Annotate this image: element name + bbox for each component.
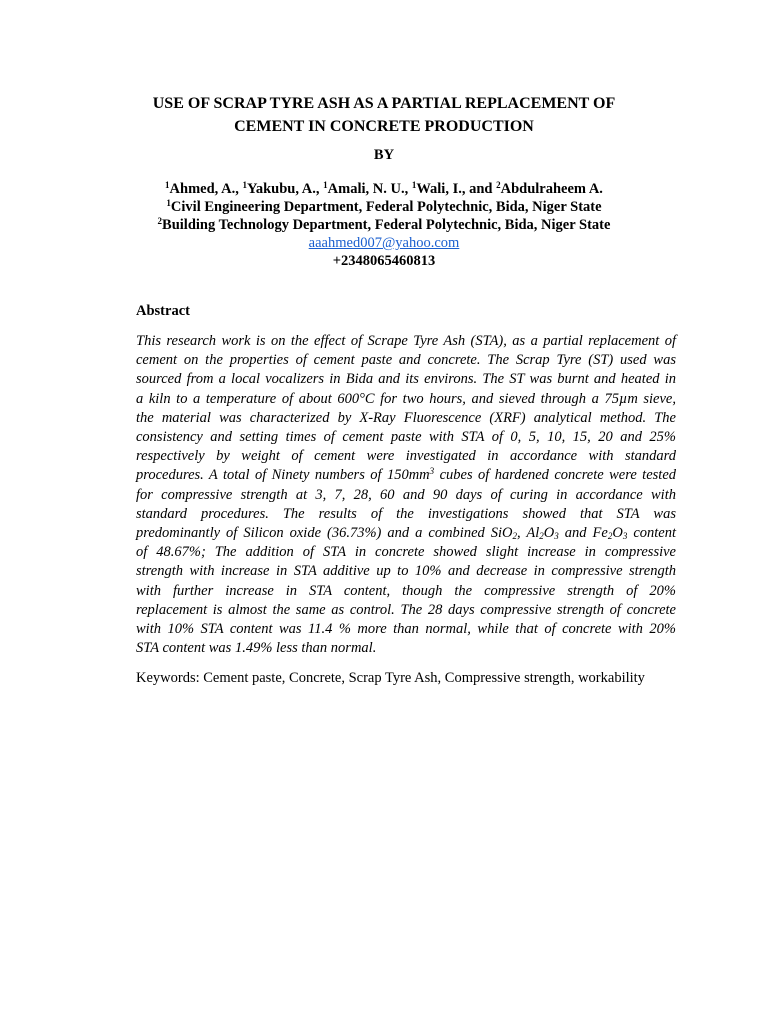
abstract-line: of 48.67%; The addition of STA in concrete showed slight increase in compressive (136, 544, 676, 561)
author-name: Wali, I., and (416, 181, 497, 197)
abstract-line: sourced from a local vocalizers in Bida and its environs. The ST was burnt and heated in (136, 371, 676, 388)
abstract-line: strength with increase in STA additive up to 10% and decrease in compressive strength (136, 563, 676, 580)
author-name: Abdulraheem A. (500, 181, 603, 197)
superscript: 3 (429, 466, 435, 477)
title-line-2: CEMENT IN CONCRETE PRODUCTION (234, 118, 534, 135)
abstract-line (136, 466, 676, 485)
abstract-text: cubes of hardened concrete were tested (434, 467, 677, 484)
abstract-text: procedures. A total of Ninety numbers of 150mm (136, 467, 430, 484)
abstract-line: a kiln to a temperature of about 600°C for two hours, and sieved through a 75µm sieve, (136, 390, 676, 407)
affiliation-text: Building Technology Department, Federal Polytechnic, Bida, Niger State (162, 217, 611, 233)
abstract-heading: Abstract (136, 303, 190, 319)
abstract-line: for compressive strength at 3, 7, 28, 60 and 90 days of curing in accordance with (136, 486, 676, 503)
author-superscript: 1 (323, 180, 328, 190)
abstract-text: content (627, 525, 677, 542)
subscript: 3 (622, 531, 628, 542)
abstract-line: with 10% STA content was 11.4 % more than normal, while that of concrete with 20% (136, 621, 676, 638)
abstract-text: predominantly of Silicon oxide (36.73%) and a combined SiO (136, 525, 513, 542)
author-name: Ahmed, A., (169, 181, 243, 197)
abstract-line: cement on the properties of cement paste and concrete. The Scrap Tyre (ST) used was (136, 352, 676, 369)
by-line: BY (373, 147, 395, 163)
affiliation-1 (120, 198, 648, 216)
abstract-body (136, 332, 676, 658)
affiliation-superscript: 1 (166, 198, 171, 208)
author-list (120, 180, 648, 198)
author-name: Amali, N. U., (327, 181, 412, 197)
abstract-line: consistency and setting times of cement paste with STA of 0, 5, 10, 15, 20 and 25% (136, 429, 676, 446)
email-link[interactable]: aaahmed007@yahoo.com (308, 235, 460, 251)
abstract-line: This research work is on the effect of Scrape Tyre Ash (STA), as a partial replacement of (136, 333, 676, 349)
abstract-line: replacement is almost the same as control. The 28 days compressive strength of concrete (136, 601, 676, 618)
abstract-line: respectively by weight of cement were investigated in accordance with standard (136, 448, 676, 465)
abstract-line: the material was characterized by X-Ray Fluorescence (XRF) analytical method. The (136, 409, 676, 426)
abstract-text: O (612, 525, 623, 542)
abstract-line: with further increase in STA content, though the compressive strength of 20% (136, 582, 676, 599)
title-line-1: USE OF SCRAP TYRE ASH AS A PARTIAL REPLACEMENT OF (152, 95, 616, 112)
affiliation-superscript: 2 (157, 216, 163, 226)
subscript: 3 (554, 531, 559, 542)
author-superscript: 1 (242, 180, 247, 190)
abstract-line: STA content was 1.49% less than normal. (136, 640, 377, 657)
abstract-text: and Fe (558, 525, 608, 542)
subscript: 2 (539, 531, 544, 542)
author-superscript: 2 (496, 180, 501, 190)
abstract-text: O (543, 525, 555, 542)
subscript: 2 (607, 531, 613, 542)
author-superscript: 1 (165, 180, 170, 190)
affiliation-2 (120, 216, 648, 234)
paper-title (100, 92, 668, 138)
subscript: 2 (512, 531, 518, 542)
affiliation-text: Civil Engineering Department, Federal Polytechnic, Bida, Niger State (170, 199, 602, 215)
author-superscript: 1 (411, 180, 417, 190)
abstract-text: , Al (517, 525, 540, 542)
phone-number: +2348065460813 (332, 253, 436, 269)
keywords: Keywords: Cement paste, Concrete, Scrap Tyre Ash, Compressive strength, workability (136, 670, 645, 686)
author-name: Yakubu, A., (246, 181, 324, 197)
author-block (120, 180, 648, 270)
abstract-line: standard procedures. The results of the investigations showed that STA was (136, 505, 676, 522)
abstract-line (136, 524, 676, 543)
